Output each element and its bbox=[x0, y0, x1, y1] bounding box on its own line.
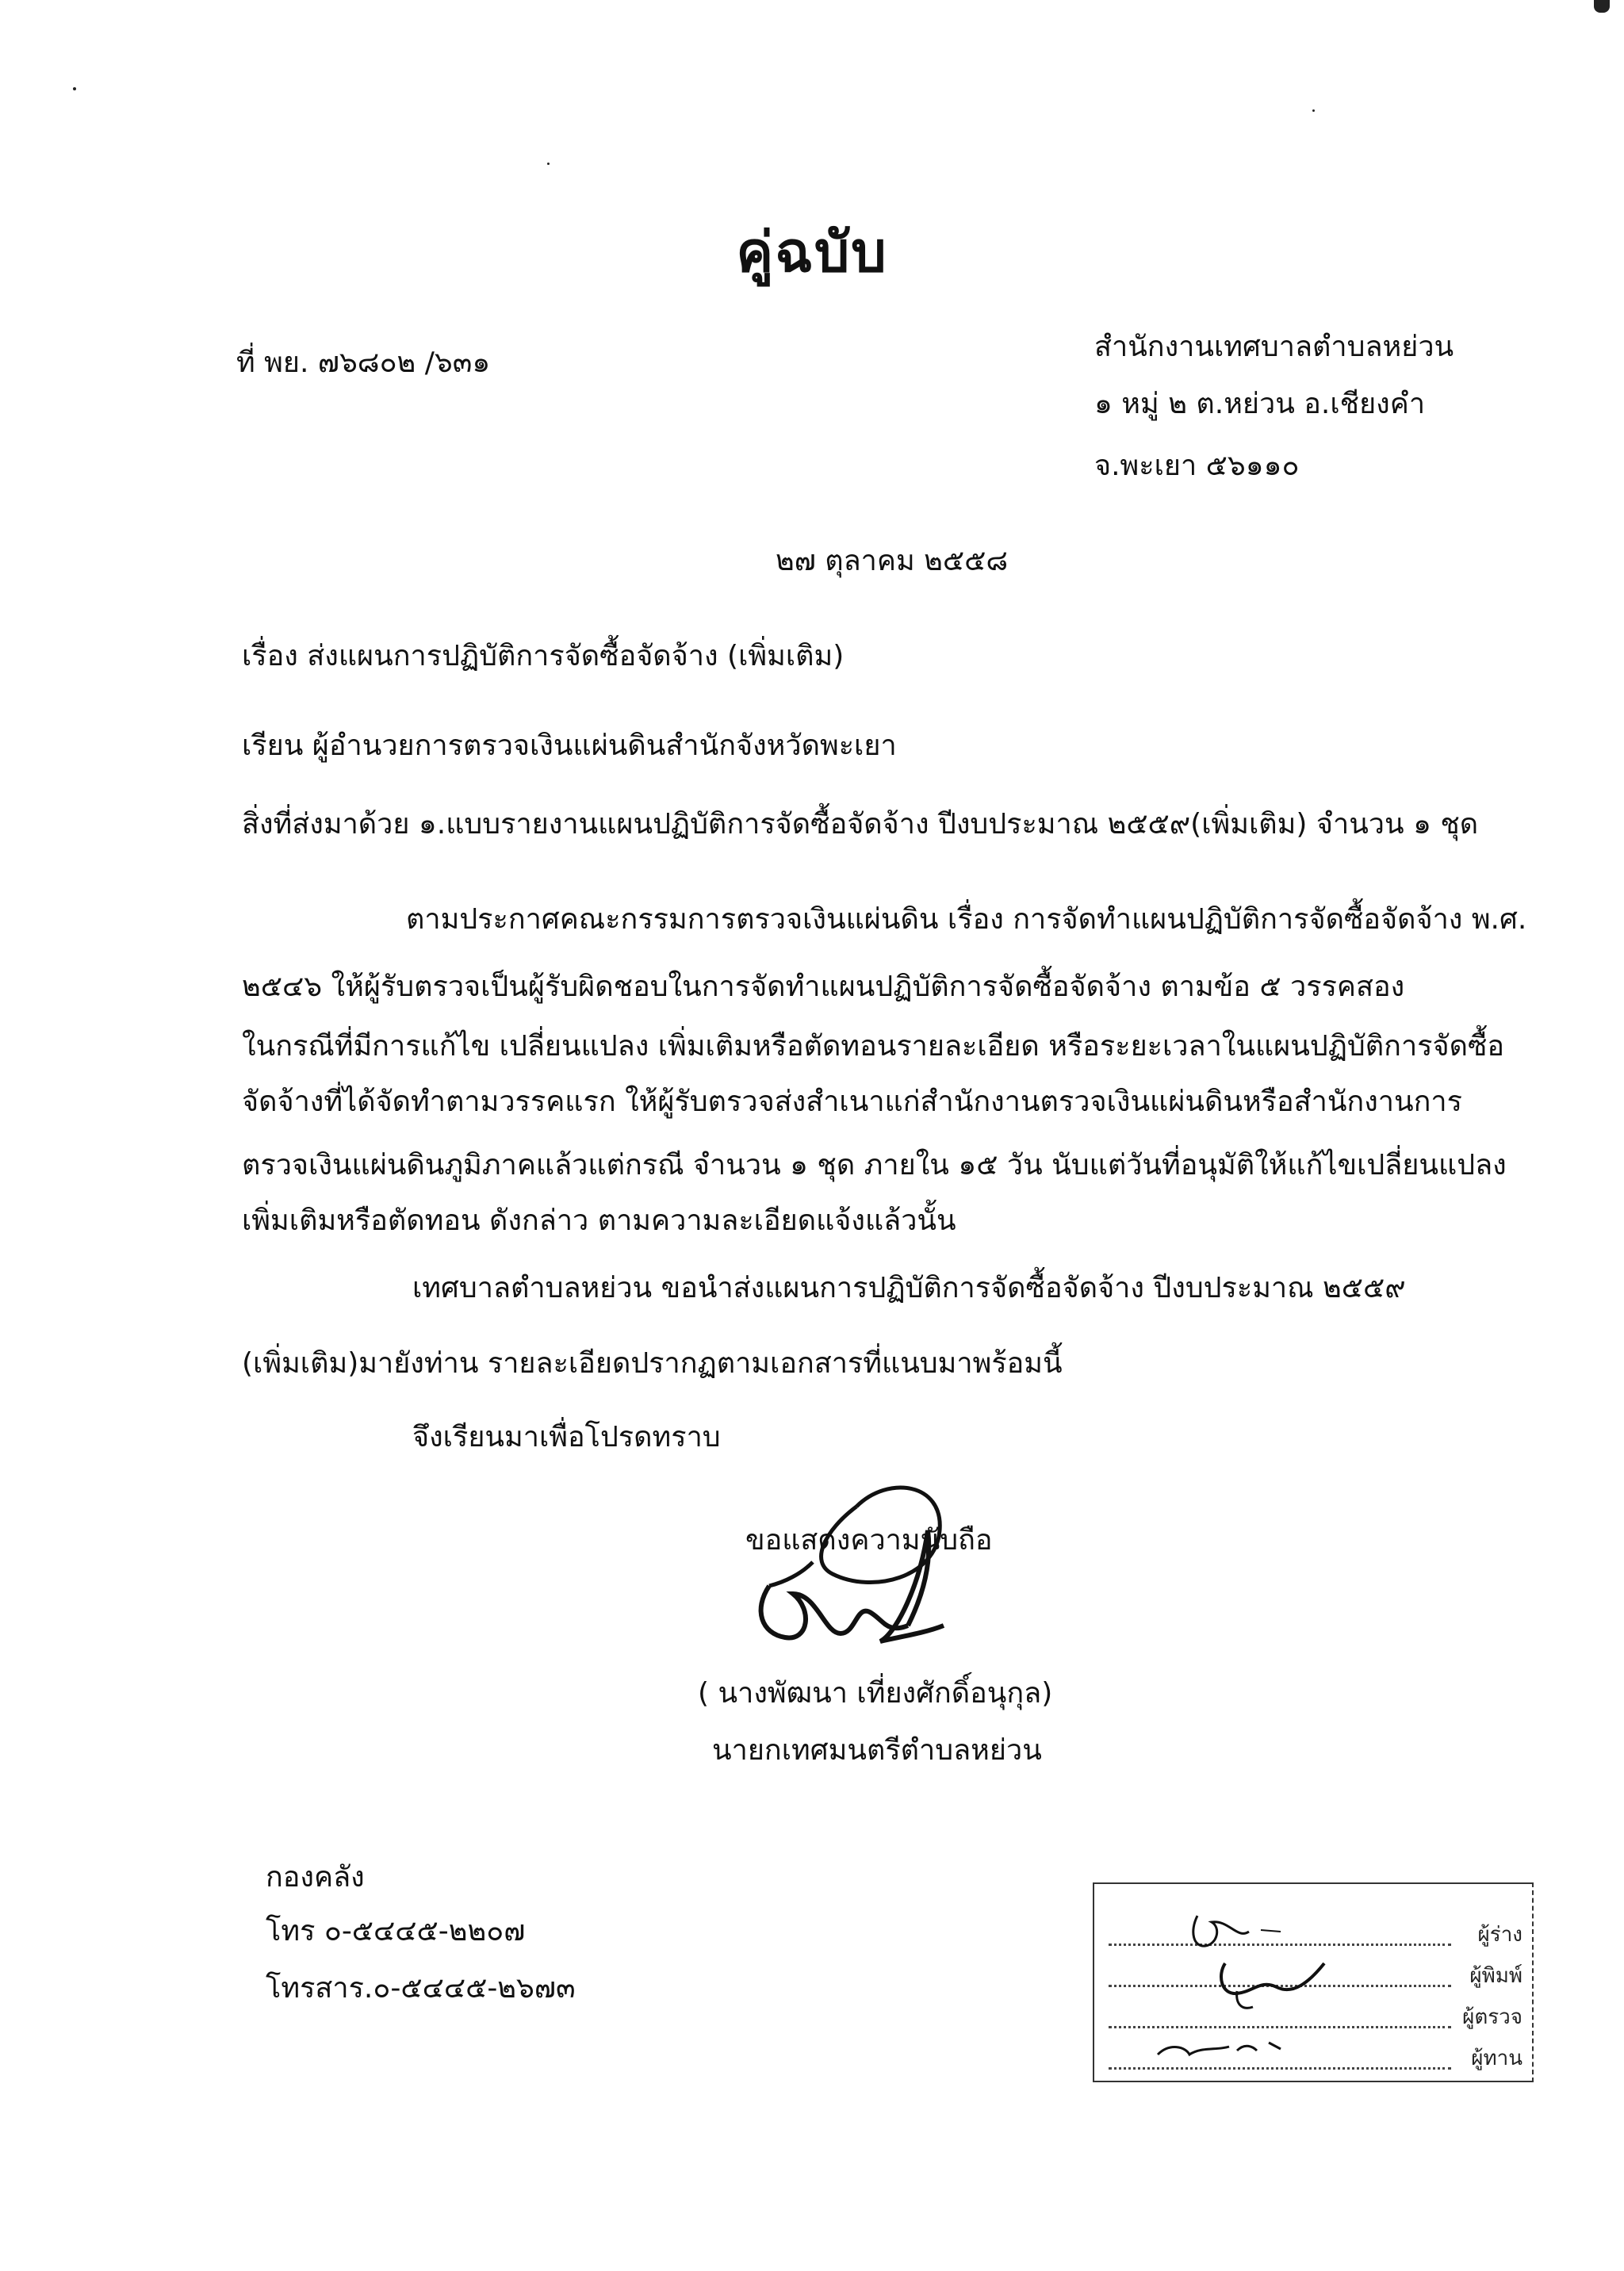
subject-line: เรื่อง ส่งแผนการปฏิบัติการจัดซื้อจัดจ้าง (เพิ่มเติม) bbox=[242, 640, 845, 672]
paragraph-line: เพิ่มเติมหรือตัดทอน ดังกล่าว ตามความละเอียดแจ้งแล้วนั้น bbox=[242, 1204, 956, 1237]
contact-phone: โทร ๐-๕๔๔๕-๒๒๐๗ bbox=[266, 1915, 526, 1947]
document-title: คู่ฉบับ bbox=[736, 220, 888, 285]
attachment-line: สิ่งที่ส่งมาด้วย ๑.แบบรายงานแผนปฏิบัติการจัดซื้อจัดจ้าง ปีงบประมาณ ๒๕๕๙(เพิ่มเติม) จำนวน ๑ ชุด bbox=[242, 808, 1479, 841]
review-label: ผู้พิมพ์ bbox=[1469, 1964, 1522, 1988]
scan-speck bbox=[547, 163, 550, 165]
paragraph-line: ในกรณีที่มีการแก้ไข เปลี่ยนแปลง เพิ่มเติมหรือตัดทอนรายละเอียด หรือระยะเวลาในแผนปฏิบัติการจัดซื้อ bbox=[242, 1030, 1505, 1063]
review-label: ผู้ตรวจ bbox=[1462, 2005, 1522, 2029]
review-initials-box bbox=[1093, 1882, 1534, 2082]
paragraph-line: ๒๕๔๖ ให้ผู้รับตรวจเป็นผู้รับผิดชอบในการจัดทำแผนปฏิบัติการจัดซื้อจัดจ้าง ตามข้อ ๕ วรรคสอง bbox=[242, 971, 1405, 1003]
scan-speck bbox=[1312, 109, 1315, 112]
sender-line: ๑ หมู่ ๒ ต.หย่วน อ.เชียงคำ bbox=[1094, 388, 1426, 420]
document-date: ๒๗ ตุลาคม ๒๕๕๘ bbox=[776, 545, 1009, 577]
signatory-name: ( นางพัฒนา เที่ยงศักดิ์อนุกุล) bbox=[698, 1677, 1053, 1710]
contact-fax: โทรสาร.๐-๕๔๔๕-๒๖๗๓ bbox=[266, 1972, 576, 2005]
initials-handwriting bbox=[1142, 1884, 1380, 2074]
salutation: ขอแสดงความนับถือ bbox=[745, 1524, 993, 1557]
scan-speck bbox=[1594, 0, 1610, 13]
recipient-line: เรียน ผู้อำนวยการตรวจเงินแผ่นดินสำนักจังหวัดพะเยา bbox=[242, 730, 897, 762]
contact-division: กองคลัง bbox=[266, 1861, 365, 1894]
review-label: ผู้ร่าง bbox=[1477, 1923, 1522, 1947]
sender-line: สำนักงานเทศบาลตำบลหย่วน bbox=[1094, 331, 1454, 363]
scan-speck bbox=[73, 87, 76, 90]
paragraph-line: ตรวจเงินแผ่นดินภูมิภาคแล้วแต่กรณี จำนวน ๑ ชุด ภายใน ๑๕ วัน นับแต่วันที่อนุมัติให้แก้ไขเปลี่ยนแปลง bbox=[242, 1149, 1507, 1181]
paragraph-line: เทศบาลตำบลหย่วน ขอนำส่งแผนการปฏิบัติการจัดซื้อจัดจ้าง ปีงบประมาณ ๒๕๕๙ bbox=[412, 1272, 1406, 1304]
paragraph-line: (เพิ่มเติม)มายังท่าน รายละเอียดปรากฏตามเอกสารที่แนบมาพร้อมนี้ bbox=[242, 1347, 1063, 1380]
reference-number: ที่ พย. ๗๖๘๐๒ /๖๓๑ bbox=[236, 347, 491, 379]
signatory-title: นายกเทศมนตรีตำบลหย่วน bbox=[712, 1734, 1042, 1767]
review-label: ผู้ทาน bbox=[1471, 2047, 1522, 2070]
signature-image bbox=[737, 1475, 1007, 1657]
closing-line: จึงเรียนมาเพื่อโปรดทราบ bbox=[412, 1421, 721, 1453]
paragraph-line: จัดจ้างที่ได้จัดทำตามวรรคแรก ให้ผู้รับตรวจส่งสำเนาแก่สำนักงานตรวจเงินแผ่นดินหรือสำนักงานการ bbox=[242, 1086, 1462, 1118]
sender-line: จ.พะเยา ๕๖๑๑๐ bbox=[1094, 450, 1300, 482]
paragraph-line: ตามประกาศคณะกรรมการตรวจเงินแผ่นดิน เรื่อง การจัดทำแผนปฏิบัติการจัดซื้อจัดจ้าง พ.ศ. bbox=[406, 903, 1527, 936]
